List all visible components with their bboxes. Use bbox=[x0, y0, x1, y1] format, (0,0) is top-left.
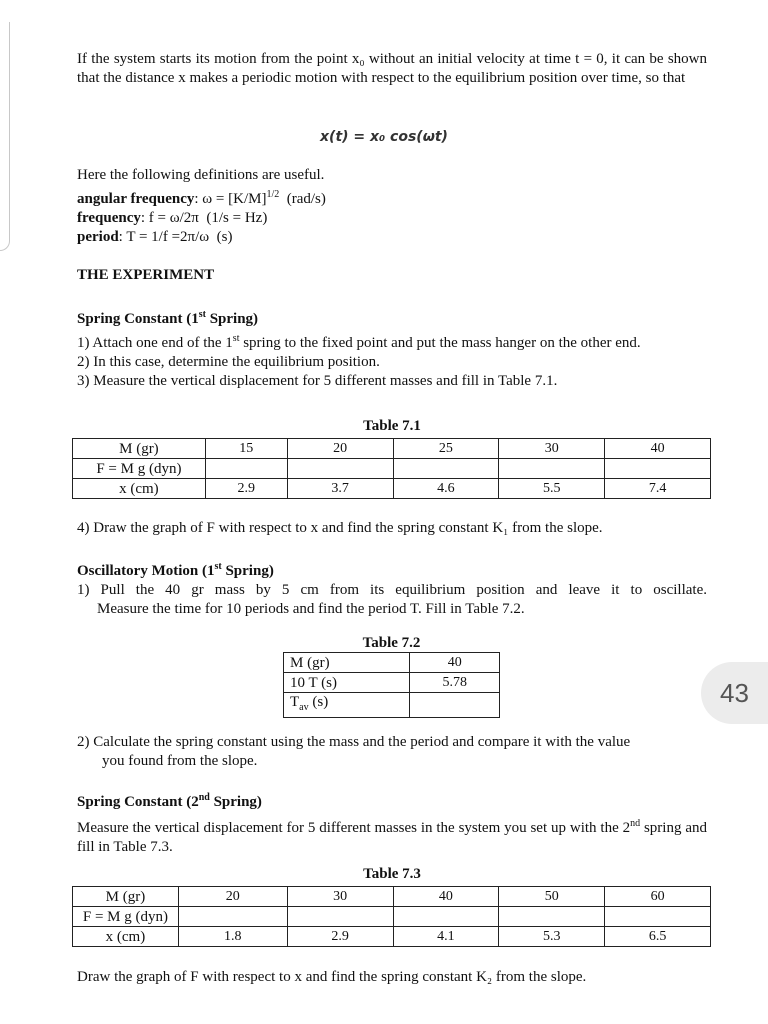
oscillation-step-2-cont: you found from the slope. bbox=[102, 753, 258, 769]
force-cell bbox=[287, 459, 393, 479]
table-row-mass bbox=[73, 887, 711, 907]
intro-paragraph: If the system starts its motion from the point x₀ without an initial velocity at time t = 0, it can be shown that the distance x makes a periodic motion with respect to the equilibrium position over time, so that bbox=[77, 51, 707, 86]
force-cell bbox=[499, 907, 605, 927]
row-label: x (cm) bbox=[73, 479, 206, 499]
oscillation-step-2-text: 2) Calculate the spring constant using the mass and the period and compare it with the value bbox=[77, 734, 631, 750]
frequency-label: frequency bbox=[77, 210, 141, 226]
heading-text-end: Spring) bbox=[209, 794, 262, 810]
spring-constant-2-heading bbox=[77, 788, 707, 812]
motion-formula: x(t) = x₀ cos(ωt) bbox=[320, 129, 448, 145]
mass-cell: 40 bbox=[605, 439, 711, 459]
row-label: M (gr) bbox=[73, 887, 179, 907]
value-cell bbox=[410, 693, 500, 718]
displacement-cell: 2.9 bbox=[205, 479, 287, 499]
mass-cell: 50 bbox=[499, 887, 605, 907]
spring-constant-1-heading bbox=[77, 305, 707, 329]
heading-sup: st bbox=[214, 561, 222, 572]
table-row-force bbox=[73, 459, 711, 479]
heading-sup: nd bbox=[198, 792, 210, 803]
mass-cell: 30 bbox=[499, 439, 605, 459]
step-text-end: spring to the fixed point and put the mass hanger on the other end. bbox=[239, 335, 641, 351]
experiment-heading: THE EXPERIMENT bbox=[77, 267, 215, 283]
heading-text-end: Spring) bbox=[205, 311, 259, 327]
page-number-tab: 43 bbox=[701, 662, 768, 724]
heading-text: Spring Constant (2 bbox=[77, 794, 199, 810]
force-cell bbox=[393, 907, 499, 927]
table-row bbox=[284, 673, 500, 693]
row-label: M (gr) bbox=[73, 439, 206, 459]
final-instruction: Draw the graph of F with respect to x and find the spring constant K₂ from the slope. bbox=[77, 969, 587, 985]
row-label: M (gr) bbox=[284, 653, 410, 673]
mass-cell: 25 bbox=[393, 439, 499, 459]
table-row-force bbox=[73, 907, 711, 927]
mass-cell: 40 bbox=[393, 887, 499, 907]
frequency-definition bbox=[77, 209, 707, 228]
table-row-displacement bbox=[73, 479, 711, 499]
body-text-end: spring and fill in Table 7.3. bbox=[77, 820, 707, 855]
table-7-2-caption: Table 7.2 bbox=[362, 635, 421, 651]
body-text: Measure the vertical displacement for 5 different masses in the system you set up with the 2 bbox=[77, 820, 631, 836]
period-definition bbox=[77, 228, 707, 247]
oscillation-step-1: 1) Pull the 40 gr mass by 5 cm from its equilibrium position and leave it to oscillate. bbox=[77, 582, 707, 598]
body-sup: nd bbox=[630, 818, 641, 829]
table-row-mass bbox=[73, 439, 711, 459]
table-7-1-caption: Table 7.1 bbox=[363, 418, 421, 434]
period-label: period bbox=[77, 229, 119, 245]
displacement-cell: 5.3 bbox=[499, 927, 605, 947]
mass-cell: 15 bbox=[205, 439, 287, 459]
table-row bbox=[284, 653, 500, 673]
force-cell bbox=[287, 907, 393, 927]
table-7-1 bbox=[72, 438, 711, 499]
heading-text-end: Spring) bbox=[221, 563, 274, 579]
row-label: 10 T (s) bbox=[284, 673, 410, 693]
table-7-3 bbox=[72, 886, 711, 947]
table-7-3-caption: Table 7.3 bbox=[363, 866, 421, 882]
displacement-cell: 4.1 bbox=[393, 927, 499, 947]
displacement-cell: 3.7 bbox=[287, 479, 393, 499]
oscillatory-motion-heading bbox=[77, 557, 707, 581]
force-cell bbox=[205, 459, 287, 479]
value-cell: 5.78 bbox=[410, 673, 500, 693]
angular-frequency-label: angular frequency bbox=[77, 191, 195, 207]
spring-constant-1-section bbox=[77, 305, 707, 391]
mass-cell: 60 bbox=[605, 887, 711, 907]
table-7-2 bbox=[283, 652, 500, 718]
angular-frequency-formula: : ω = [K/M] bbox=[194, 191, 267, 207]
angular-frequency-definition bbox=[77, 185, 707, 209]
value-cell: 40 bbox=[410, 653, 500, 673]
step-4-graph: 4) Draw the graph of F with respect to x and find the spring constant K₁ from the slope. bbox=[77, 520, 603, 536]
step-text: 1) Attach one end of the 1 bbox=[77, 335, 233, 351]
heading-text: Spring Constant (1 bbox=[77, 311, 199, 327]
spring-constant-2-section bbox=[77, 788, 707, 857]
row-label: F = M g (dyn) bbox=[73, 907, 179, 927]
definitions-lead: Here the following definitions are useful. bbox=[77, 167, 325, 183]
spring-constant-2-text bbox=[77, 814, 707, 857]
displacement-cell: 4.6 bbox=[393, 479, 499, 499]
force-cell bbox=[499, 459, 605, 479]
oscillation-step-1-cont: Measure the time for 10 periods and find the period T. Fill in Table 7.2. bbox=[97, 601, 525, 617]
oscillatory-motion-section bbox=[77, 557, 707, 619]
heading-sup: st bbox=[198, 309, 206, 320]
row-label: F = M g (dyn) bbox=[73, 459, 206, 479]
displacement-cell: 2.9 bbox=[287, 927, 393, 947]
mass-cell: 30 bbox=[287, 887, 393, 907]
step-sup: st bbox=[232, 333, 240, 344]
oscillation-step-2 bbox=[77, 733, 707, 771]
step-1-attach bbox=[77, 329, 707, 353]
force-cell bbox=[605, 459, 711, 479]
definitions-block bbox=[77, 166, 707, 247]
mass-cell: 20 bbox=[287, 439, 393, 459]
label-main: T bbox=[290, 694, 300, 710]
angular-frequency-exponent: 1/2 bbox=[266, 189, 280, 200]
displacement-cell: 1.8 bbox=[178, 927, 287, 947]
row-label bbox=[284, 693, 410, 718]
displacement-cell: 7.4 bbox=[605, 479, 711, 499]
step-3-measure: 3) Measure the vertical displacement for 5 different masses and fill in Table 7.1. bbox=[77, 373, 558, 389]
period-formula: : T = 1/f =2π/ω (s) bbox=[118, 229, 233, 245]
row-label: x (cm) bbox=[73, 927, 179, 947]
table-row-displacement bbox=[73, 927, 711, 947]
label-tail: (s) bbox=[308, 694, 329, 710]
force-cell bbox=[393, 459, 499, 479]
angular-frequency-unit: (rad/s) bbox=[279, 191, 326, 207]
mass-cell: 20 bbox=[178, 887, 287, 907]
force-cell bbox=[605, 907, 711, 927]
displacement-cell: 6.5 bbox=[605, 927, 711, 947]
table-row bbox=[284, 693, 500, 718]
step-2-equilibrium: 2) In this case, determine the equilibrium position. bbox=[77, 354, 380, 370]
label-sub: av bbox=[299, 702, 309, 713]
force-cell bbox=[178, 907, 287, 927]
heading-text: Oscillatory Motion (1 bbox=[77, 563, 215, 579]
frequency-formula: : f = ω/2π (1/s = Hz) bbox=[140, 210, 268, 226]
displacement-cell: 5.5 bbox=[499, 479, 605, 499]
